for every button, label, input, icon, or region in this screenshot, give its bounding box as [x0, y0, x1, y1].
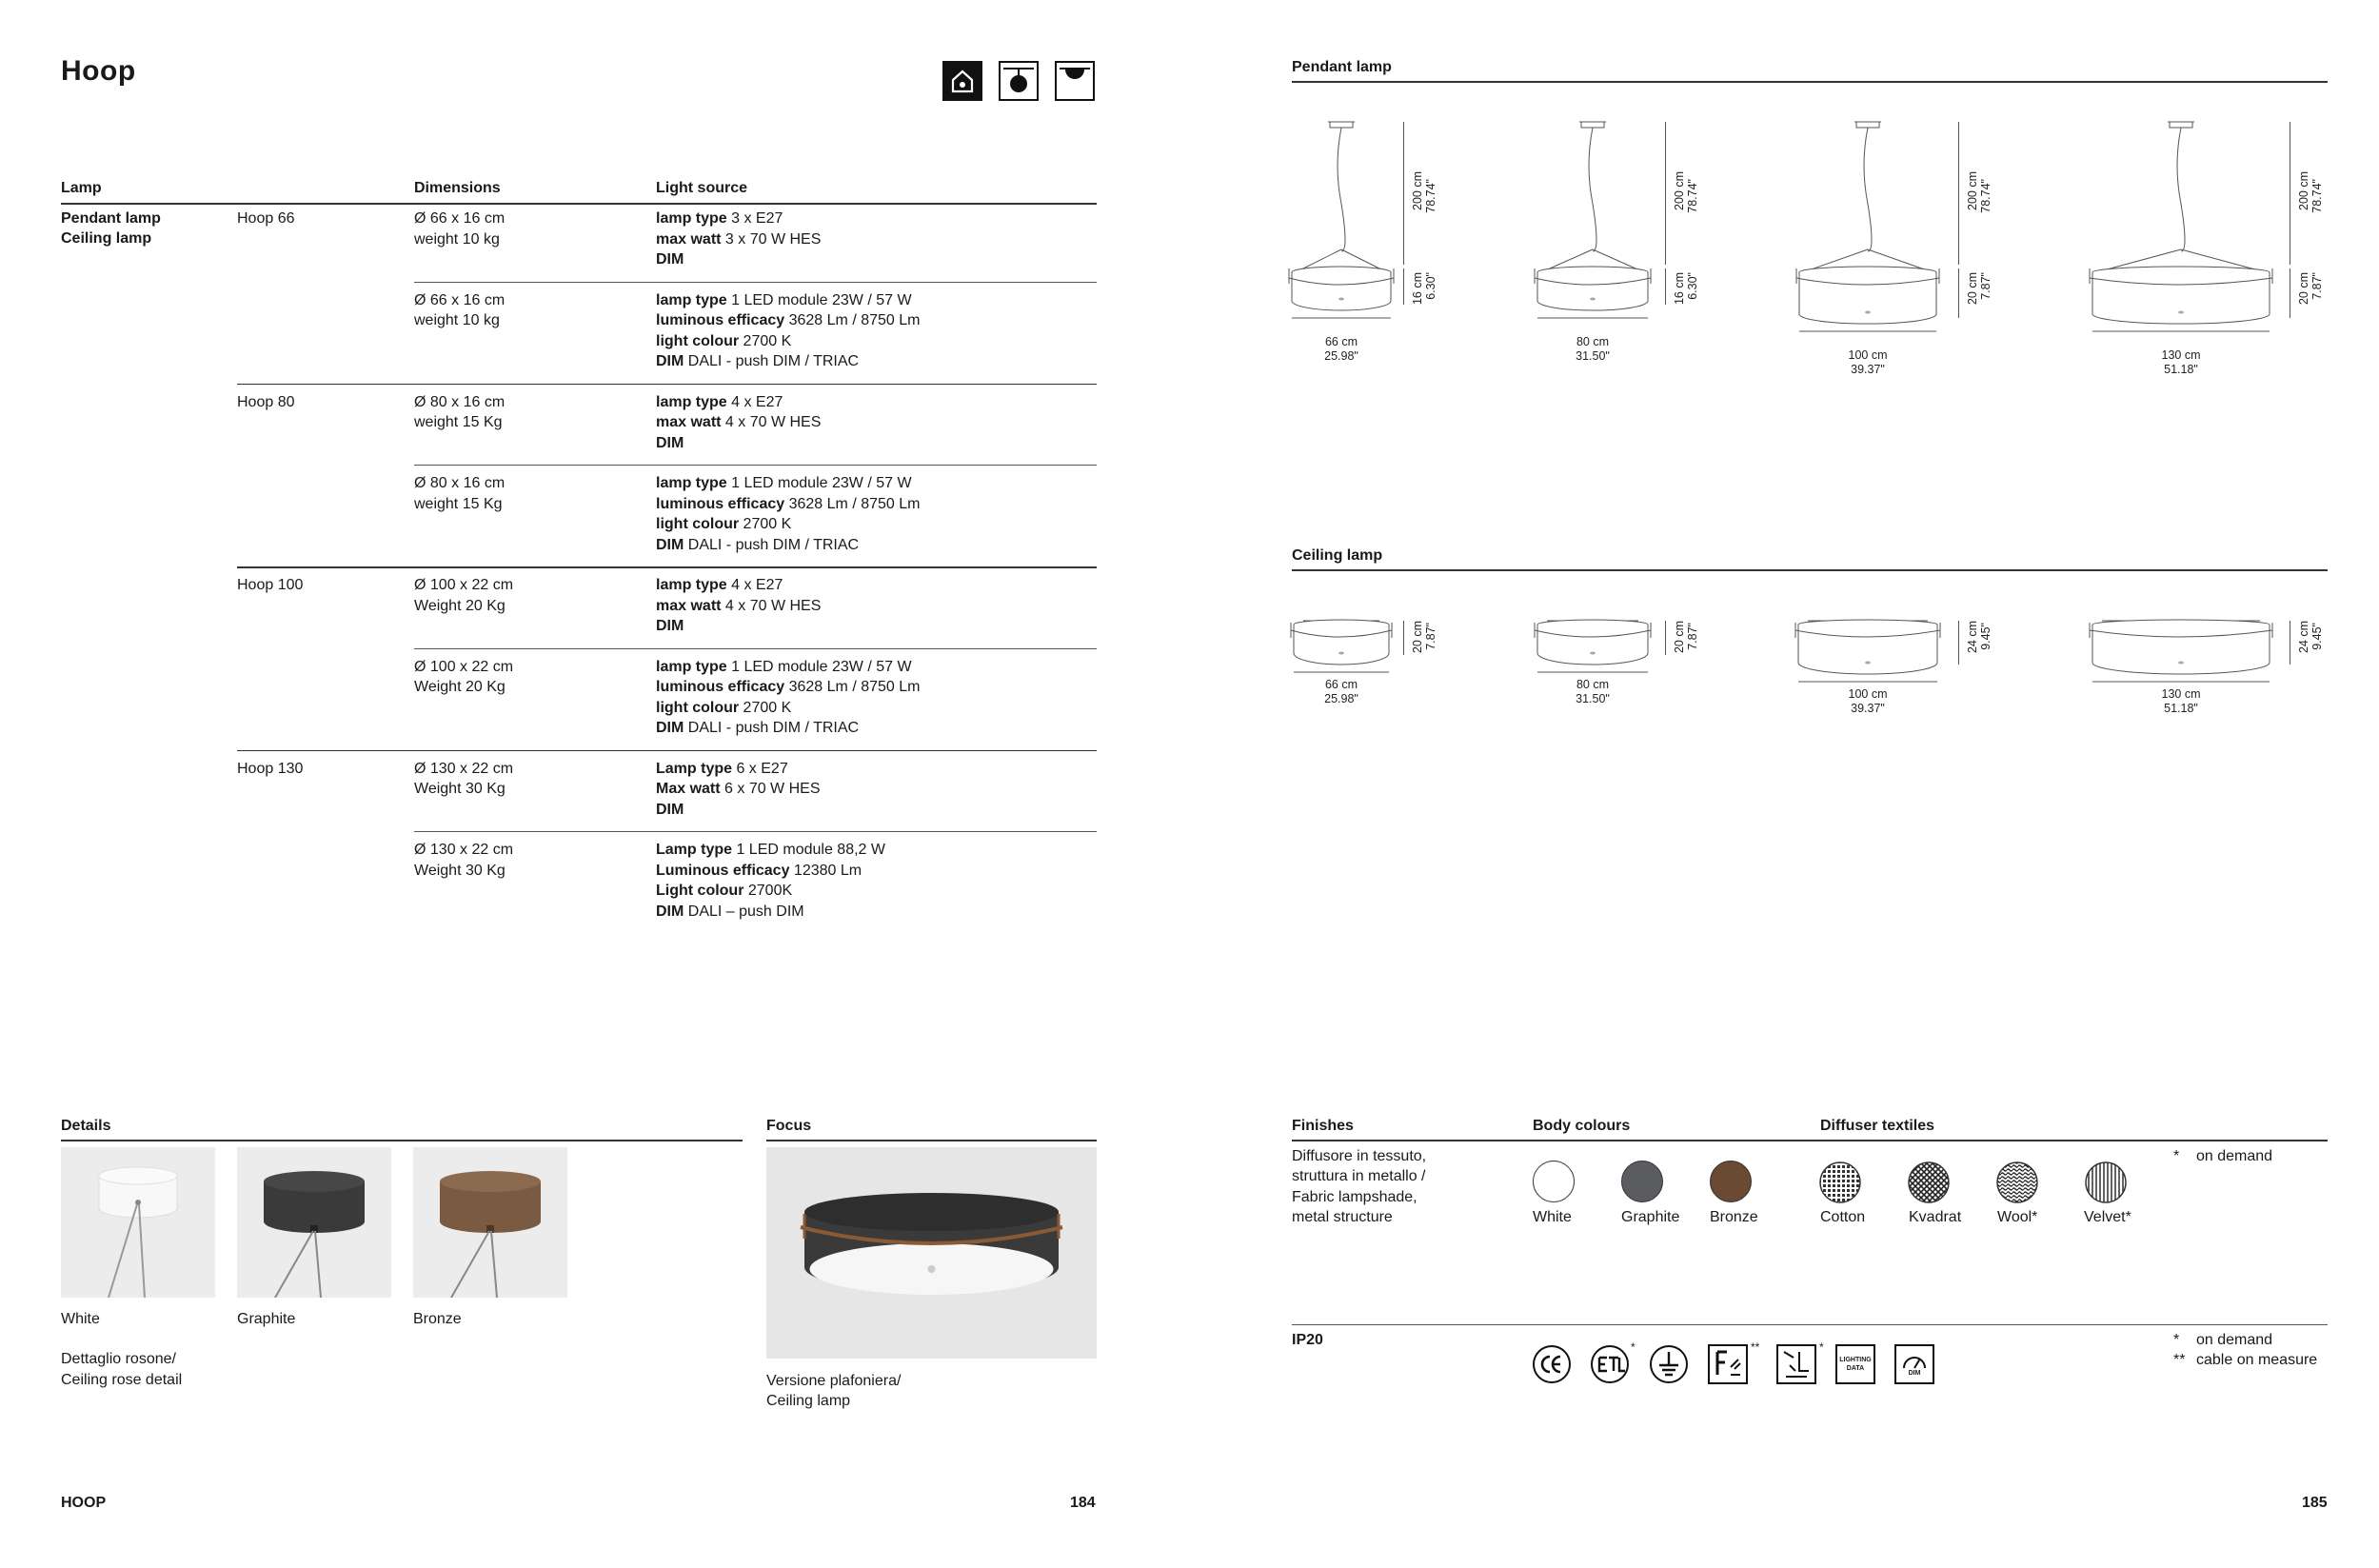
- page-number-right: 185: [2302, 1495, 2328, 1511]
- dimension-text: Ø 66 x 16 cm: [414, 210, 506, 227]
- colour-swatch-bronze: [1710, 1161, 1752, 1202]
- ceiling-heading: Ceiling lamp: [1292, 547, 1383, 564]
- dimension-text: Ø 80 x 16 cm: [414, 475, 506, 491]
- finishes-rule: [1292, 1140, 2328, 1141]
- body-in-label: 9.45": [2310, 623, 2324, 650]
- light-source-line: [656, 290, 912, 311]
- variant-divider: [414, 465, 1097, 466]
- spec-value: 3 x 70 W HES: [721, 230, 822, 248]
- pendant-drawing: [1218, 105, 1465, 419]
- dimension-text: Ø 100 x 22 cm: [414, 577, 514, 593]
- spec-value: 1 LED module 88,2 W: [732, 842, 885, 858]
- finishes-heading: Finishes: [1292, 1118, 1354, 1134]
- spec-key: lamp type: [656, 291, 727, 308]
- height-cm-label: 200 cm: [2297, 171, 2310, 210]
- colour-label-white: White: [1533, 1209, 1572, 1225]
- body-cm-label: 20 cm: [1411, 621, 1424, 654]
- width-cm-label: 130 cm: [2161, 348, 2201, 362]
- spec-value: 2700 K: [739, 516, 792, 532]
- spec-key: DIM: [656, 353, 684, 369]
- dimension-text: weight 10 kg: [414, 312, 500, 328]
- light-source-line: [656, 514, 791, 535]
- spec-value: 1 LED module 23W / 57 W: [726, 475, 912, 491]
- body-in-label: 6.30": [1424, 272, 1437, 300]
- width-in-label: 39.37": [1851, 702, 1885, 715]
- body-cm-label: 24 cm: [2297, 621, 2310, 654]
- spec-value: 4 x 70 W HES: [721, 414, 822, 430]
- colour-swatch-white: [1533, 1161, 1575, 1202]
- page-number-left: 184: [1070, 1495, 1096, 1511]
- height-cm-label: 200 cm: [1411, 171, 1424, 210]
- textile-swatch-wool: [1995, 1161, 2039, 1204]
- detail-photo-white: [61, 1147, 215, 1298]
- finishes-desc-3: Fabric lampshade,: [1292, 1189, 1417, 1205]
- spec-value: 12380 Lm: [789, 862, 862, 879]
- light-source-line: [656, 677, 920, 698]
- textile-label-cotton: Cotton: [1820, 1209, 1866, 1225]
- earth-ground-icon: [1649, 1344, 1689, 1384]
- height-in-label: 78.74": [1424, 179, 1437, 213]
- dim-icon-label: DIM: [1908, 1369, 1921, 1377]
- light-source-line: [656, 575, 783, 596]
- body-cm-label: 20 cm: [1673, 621, 1686, 654]
- body-in-label: 7.87": [2310, 272, 2324, 300]
- height-in-label: 78.74": [2310, 179, 2324, 213]
- spec-key: DIM: [656, 801, 684, 818]
- model-name: Hoop 66: [237, 210, 295, 227]
- spec-key: DIM: [656, 903, 684, 920]
- width-in-label: 25.98": [1324, 349, 1358, 363]
- spec-key: Light colour: [656, 883, 744, 899]
- light-source-line: [656, 473, 912, 494]
- spec-value: DALI – push DIM: [684, 903, 804, 920]
- col-header-dimensions: Dimensions: [414, 180, 501, 196]
- light-source-line: [656, 392, 783, 413]
- light-source-line: [656, 249, 684, 270]
- body-in-label: 6.30": [1686, 272, 1699, 300]
- spec-value: DALI - push DIM / TRIAC: [684, 720, 860, 736]
- spec-value: 3628 Lm / 8750 Lm: [784, 679, 921, 695]
- variant-divider: [414, 648, 1097, 649]
- textile-label-kvadrat: Kvadrat: [1909, 1209, 1962, 1225]
- etl-mark-icon: [1590, 1344, 1630, 1384]
- detail-label-bronze: Bronze: [413, 1311, 462, 1327]
- col-header-lamp: Lamp: [61, 180, 102, 196]
- led-driver-asterisk: *: [1819, 1340, 1824, 1354]
- variant-divider: [414, 831, 1097, 832]
- spec-value: 3628 Lm / 8750 Lm: [784, 495, 921, 512]
- body-dim-line: [1403, 268, 1404, 305]
- focus-caption-2: Ceiling lamp: [766, 1393, 851, 1409]
- textile-label-wool: Wool*: [1997, 1209, 2038, 1225]
- model-name: Hoop 80: [237, 393, 295, 410]
- body-in-label: 7.87": [1424, 623, 1437, 650]
- lamp-type-pendant: Pendant lamp: [61, 210, 161, 227]
- dimension-text: weight 10 kg: [414, 230, 500, 248]
- light-source-line: [656, 718, 859, 739]
- spec-key: lamp type: [656, 475, 727, 491]
- textile-swatch-velvet: [2084, 1161, 2128, 1204]
- light-source-line: [656, 208, 783, 229]
- ip-note2-text: cable on measure: [2196, 1352, 2318, 1368]
- body-in-label: 7.87": [1979, 272, 1992, 300]
- width-cm-label: 100 cm: [1848, 687, 1888, 701]
- height-in-label: 78.74": [1979, 179, 1992, 213]
- model-name: Hoop 130: [237, 760, 304, 777]
- height-cm-label: 200 cm: [1673, 171, 1686, 210]
- dimension-text: weight 15 Kg: [414, 414, 503, 430]
- finishes-desc-4: metal structure: [1292, 1209, 1393, 1225]
- details-caption-1: Dettaglio rosone/: [61, 1351, 176, 1367]
- spec-key: max watt: [656, 414, 722, 430]
- finishes-desc-2: struttura in metallo /: [1292, 1168, 1426, 1184]
- light-source-line: [656, 616, 684, 637]
- light-source-line: [656, 596, 821, 617]
- width-in-label: 39.37": [1851, 363, 1885, 376]
- spec-key: Luminous efficacy: [656, 862, 790, 879]
- spec-value: 2700 K: [739, 332, 792, 349]
- body-dim-line: [1958, 621, 1959, 665]
- ip-note1-text: on demand: [2196, 1332, 2273, 1348]
- spec-key: DIM: [656, 720, 684, 736]
- focus-caption-1: Versione plafoniera/: [766, 1373, 902, 1389]
- light-source-line: [656, 779, 821, 800]
- spec-key: lamp type: [656, 393, 727, 410]
- ceiling-type-icon: [1055, 61, 1095, 101]
- spec-key: lamp type: [656, 210, 727, 227]
- details-rule: [61, 1140, 743, 1141]
- dimension-text: Ø 80 x 16 cm: [414, 393, 506, 410]
- led-driver-icon: [1776, 1344, 1816, 1384]
- light-source-line: [656, 861, 862, 882]
- finishes-note-star: *: [2173, 1148, 2180, 1164]
- width-cm-label: 80 cm: [1576, 678, 1610, 691]
- ce-mark-icon: [1532, 1344, 1572, 1384]
- focus-photo: [766, 1147, 1097, 1359]
- lighting-data-icon: [1835, 1344, 1875, 1384]
- spec-key: luminous efficacy: [656, 679, 785, 695]
- spec-value: DALI - push DIM / TRIAC: [684, 353, 860, 369]
- width-cm-label: 80 cm: [1576, 335, 1610, 348]
- spec-key: Lamp type: [656, 760, 733, 777]
- finishes-note-text: on demand: [2196, 1148, 2273, 1164]
- col-header-light-source: Light source: [656, 180, 748, 196]
- colour-label-graphite: Graphite: [1621, 1209, 1680, 1225]
- spec-value: 3628 Lm / 8750 Lm: [784, 312, 921, 328]
- diffuser-textiles-heading: Diffuser textiles: [1820, 1118, 1935, 1134]
- spec-value: 1 LED module 23W / 57 W: [726, 658, 912, 675]
- textile-swatch-kvadrat: [1907, 1161, 1951, 1204]
- light-source-line: [656, 494, 920, 515]
- dimension-text: Weight 20 Kg: [414, 679, 506, 695]
- spec-value: DALI - push DIM / TRIAC: [684, 536, 860, 553]
- dimension-text: Weight 30 Kg: [414, 781, 506, 797]
- spec-key: Lamp type: [656, 842, 733, 858]
- light-source-line: [656, 759, 788, 780]
- spec-key: luminous efficacy: [656, 495, 785, 512]
- dim-icon: [1894, 1344, 1934, 1384]
- detail-photo-bronze: [413, 1147, 567, 1298]
- spec-key: max watt: [656, 230, 722, 248]
- dimension-text: Ø 66 x 16 cm: [414, 291, 506, 308]
- spec-value: 6 x 70 W HES: [720, 781, 821, 797]
- spec-key: light colour: [656, 699, 740, 716]
- light-source-line: [656, 657, 912, 678]
- light-source-line: [656, 902, 804, 923]
- body-dim-line: [1403, 621, 1404, 655]
- body-dim-line: [1665, 268, 1666, 305]
- details-heading: Details: [61, 1118, 111, 1134]
- dimension-text: Weight 30 Kg: [414, 862, 506, 879]
- dimension-text: Weight 20 Kg: [414, 597, 506, 614]
- model-divider: [237, 750, 1097, 752]
- body-cm-label: 16 cm: [1673, 272, 1686, 306]
- spec-key: max watt: [656, 597, 722, 614]
- variant-divider: [414, 282, 1097, 283]
- body-in-label: 7.87": [1686, 623, 1699, 650]
- width-in-label: 51.18": [2164, 702, 2198, 715]
- colour-label-bronze: Bronze: [1710, 1209, 1758, 1225]
- light-source-line: [656, 331, 791, 352]
- dimension-text: Ø 130 x 22 cm: [414, 842, 514, 858]
- page-title: Hoop: [61, 55, 136, 87]
- spec-value: 4 x E27: [726, 393, 783, 410]
- class-f-icon: [1708, 1344, 1748, 1384]
- ceiling-rule: [1292, 569, 2328, 571]
- height-dim-line: [1665, 122, 1666, 265]
- detail-label-graphite: Graphite: [237, 1311, 296, 1327]
- class-f-asterisks: **: [1751, 1340, 1760, 1354]
- width-in-label: 25.98": [1324, 692, 1358, 705]
- focus-heading: Focus: [766, 1118, 812, 1134]
- body-dim-line: [1958, 268, 1959, 318]
- width-cm-label: 100 cm: [1848, 348, 1888, 362]
- dimension-text: Ø 130 x 22 cm: [414, 760, 514, 777]
- pendant-drawing: [1469, 105, 1716, 419]
- lighting-data-label: LIGHTING DATA: [1839, 1357, 1872, 1372]
- spec-value: 4 x 70 W HES: [721, 597, 822, 614]
- detail-label-white: White: [61, 1311, 100, 1327]
- width-cm-label: 66 cm: [1324, 335, 1358, 348]
- height-dim-line: [1403, 122, 1404, 265]
- width-in-label: 51.18": [2164, 363, 2198, 376]
- spec-key: lamp type: [656, 658, 727, 675]
- width-in-label: 31.50": [1576, 349, 1610, 363]
- pendant-heading: Pendant lamp: [1292, 59, 1392, 75]
- focus-rule: [766, 1140, 1097, 1141]
- spec-key: DIM: [656, 618, 684, 634]
- light-source-line: [656, 310, 920, 331]
- spec-key: Max watt: [656, 781, 721, 797]
- lamp-type-ceiling: Ceiling lamp: [61, 230, 152, 247]
- light-source-line: [656, 351, 859, 372]
- colour-swatch-graphite: [1621, 1161, 1663, 1202]
- etl-asterisk: *: [1631, 1340, 1636, 1354]
- light-source-line: [656, 433, 684, 454]
- body-cm-label: 20 cm: [2297, 272, 2310, 306]
- body-cm-label: 24 cm: [1966, 621, 1979, 654]
- dimension-text: Ø 100 x 22 cm: [414, 658, 514, 675]
- spec-key: DIM: [656, 434, 684, 451]
- indoor-home-icon: [942, 61, 982, 101]
- model-divider: [237, 566, 1097, 568]
- table-header-rule: [61, 203, 1097, 205]
- ip-note2-star: **: [2173, 1352, 2186, 1368]
- textile-swatch-cotton: [1818, 1161, 1862, 1204]
- dimension-text: weight 15 Kg: [414, 495, 503, 512]
- light-source-line: [656, 881, 792, 902]
- spec-key: luminous efficacy: [656, 312, 785, 328]
- spec-value: 1 LED module 23W / 57 W: [726, 291, 912, 308]
- pendant-rule: [1292, 81, 2328, 83]
- spec-key: light colour: [656, 516, 740, 532]
- model-name: Hoop 100: [237, 577, 304, 593]
- body-colours-heading: Body colours: [1533, 1118, 1631, 1134]
- spec-key: DIM: [656, 536, 684, 553]
- ip-rating: IP20: [1292, 1332, 1323, 1348]
- light-source-line: [656, 412, 821, 433]
- details-caption-2: Ceiling rose detail: [61, 1372, 183, 1388]
- light-source-line: [656, 229, 821, 250]
- light-source-line: [656, 535, 859, 556]
- body-cm-label: 20 cm: [1966, 272, 1979, 306]
- light-source-line: [656, 800, 684, 821]
- finishes-desc-1: Diffusore in tessuto,: [1292, 1148, 1427, 1164]
- ip-note1-star: *: [2173, 1332, 2180, 1348]
- body-dim-line: [1665, 621, 1666, 655]
- spec-value: 3 x E27: [726, 210, 783, 227]
- ip-rule: [1292, 1324, 2328, 1325]
- height-cm-label: 200 cm: [1966, 171, 1979, 210]
- spec-key: light colour: [656, 332, 740, 349]
- spec-key: lamp type: [656, 577, 727, 593]
- detail-photo-graphite: [237, 1147, 391, 1298]
- footer-brand: HOOP: [61, 1495, 107, 1511]
- spec-value: 2700K: [743, 883, 793, 899]
- spec-value: 6 x E27: [732, 760, 788, 777]
- width-cm-label: 130 cm: [2161, 687, 2201, 701]
- light-source-line: [656, 698, 791, 719]
- body-cm-label: 16 cm: [1411, 272, 1424, 306]
- height-dim-line: [1958, 122, 1959, 265]
- light-source-line: [656, 840, 885, 861]
- width-in-label: 31.50": [1576, 692, 1610, 705]
- height-in-label: 78.74": [1686, 179, 1699, 213]
- spec-key: DIM: [656, 251, 684, 268]
- spec-value: 2700 K: [739, 699, 792, 716]
- pendant-type-icon: [999, 61, 1039, 101]
- model-divider: [237, 384, 1097, 386]
- width-cm-label: 66 cm: [1324, 678, 1358, 691]
- body-in-label: 9.45": [1979, 623, 1992, 650]
- textile-label-velvet: Velvet*: [2084, 1209, 2131, 1225]
- spec-value: 4 x E27: [726, 577, 783, 593]
